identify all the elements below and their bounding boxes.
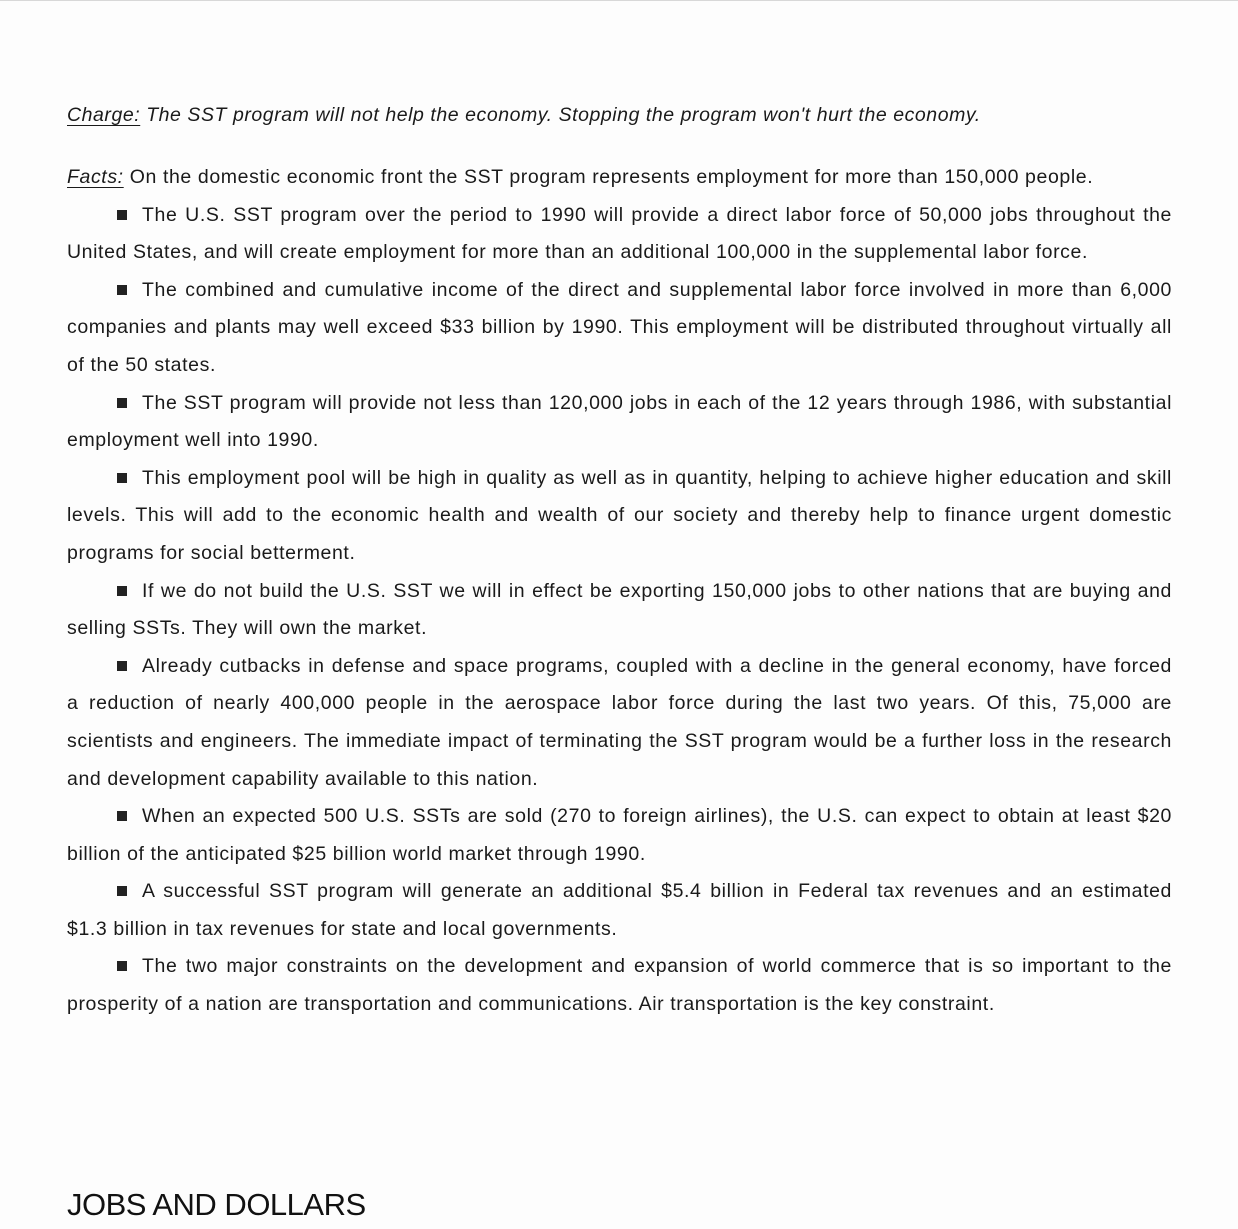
- bullet-square-icon: [117, 398, 127, 408]
- fact-bullet-9: [67, 948, 1172, 1023]
- charge-text: The SST program will not help the economy. Stopping the program won't hurt the economy.: [146, 104, 981, 126]
- bullet-square-icon: [117, 210, 127, 220]
- fact-bullet-3: [67, 385, 1172, 460]
- fact-bullet-text: If we do not build the U.S. SST we will in effect be exporting 150,000 jobs to other nations that are buying and selling SSTs. They will own the market.: [67, 579, 1172, 640]
- fact-bullet-text: A successful SST program will generate an additional $5.4 billion in Federal tax revenues and an estimated $1.3 billion in tax revenues for state and local governments.: [67, 880, 1172, 940]
- fact-bullet-text: The U.S. SST program over the period to 1990 will provide a direct labor force of 50,000 jobs throughout the United States, and will create employment for more than an additional 100,000 in the supplemental labor force.: [67, 203, 1172, 264]
- charge-statement: [67, 97, 1172, 133]
- fact-bullet-2: [67, 272, 1172, 385]
- bullet-square-icon: [117, 811, 127, 821]
- fact-bullet-text: This employment pool will be high in quality as well as in quantity, helping to achieve higher education and skill levels. This will add to the economic health and wealth of our society and thereby help to finance urgent domestic programs for social betterment.: [67, 466, 1172, 564]
- bullet-square-icon: [117, 886, 127, 896]
- fact-bullet-7: [67, 798, 1172, 873]
- section-heading: JOBS AND DOLLARS: [67, 1187, 366, 1222]
- bullet-square-icon: [117, 586, 127, 596]
- fact-bullet-text: Already cutbacks in defense and space programs, coupled with a decline in the general economy, have forced a reduction of nearly 400,000 people in the aerospace labor force during the last two years. Of this, 75,000 are scientists and engineers. The immediate impact of terminating the SST program would be a further loss in the research and development capability available to this nation.: [67, 654, 1172, 790]
- fact-bullet-1: [67, 197, 1172, 272]
- facts-intro: [67, 159, 1172, 197]
- fact-bullet-4: [67, 460, 1172, 573]
- fact-bullet-8: [67, 873, 1172, 948]
- bullet-square-icon: [117, 661, 127, 671]
- bullet-square-icon: [117, 473, 127, 483]
- fact-bullet-text: The combined and cumulative income of the direct and supplemental labor force involved in more than 6,000 companies and plants may well exceed $33 billion by 1990. This employment will be distributed throughout virtually all of the 50 states.: [67, 278, 1172, 376]
- facts-text: On the domestic economic front the SST program represents employment for more than 150,000 people.: [129, 166, 1094, 188]
- bullet-square-icon: [117, 961, 127, 971]
- fact-bullet-text: When an expected 500 U.S. SSTs are sold (270 to foreign airlines), the U.S. can expect to obtain at least $20 billion of the anticipated $25 billion world market through 1990.: [67, 805, 1172, 865]
- bullet-square-icon: [117, 285, 127, 295]
- fact-bullet-6: [67, 648, 1172, 798]
- charge-label: Charge:: [67, 104, 141, 126]
- facts-label: Facts:: [67, 166, 124, 188]
- fact-bullet-text: The SST program will provide not less than 120,000 jobs in each of the 12 years through 1986, with substantial employment well into 1990.: [67, 391, 1172, 452]
- fact-bullet-text: The two major constraints on the development and expansion of world commerce that is so important to the prosperity of a nation are transportation and communications. Air transportation is the key constraint.: [67, 955, 1172, 1016]
- document-body: [67, 97, 1172, 1024]
- fact-bullet-5: [67, 573, 1172, 648]
